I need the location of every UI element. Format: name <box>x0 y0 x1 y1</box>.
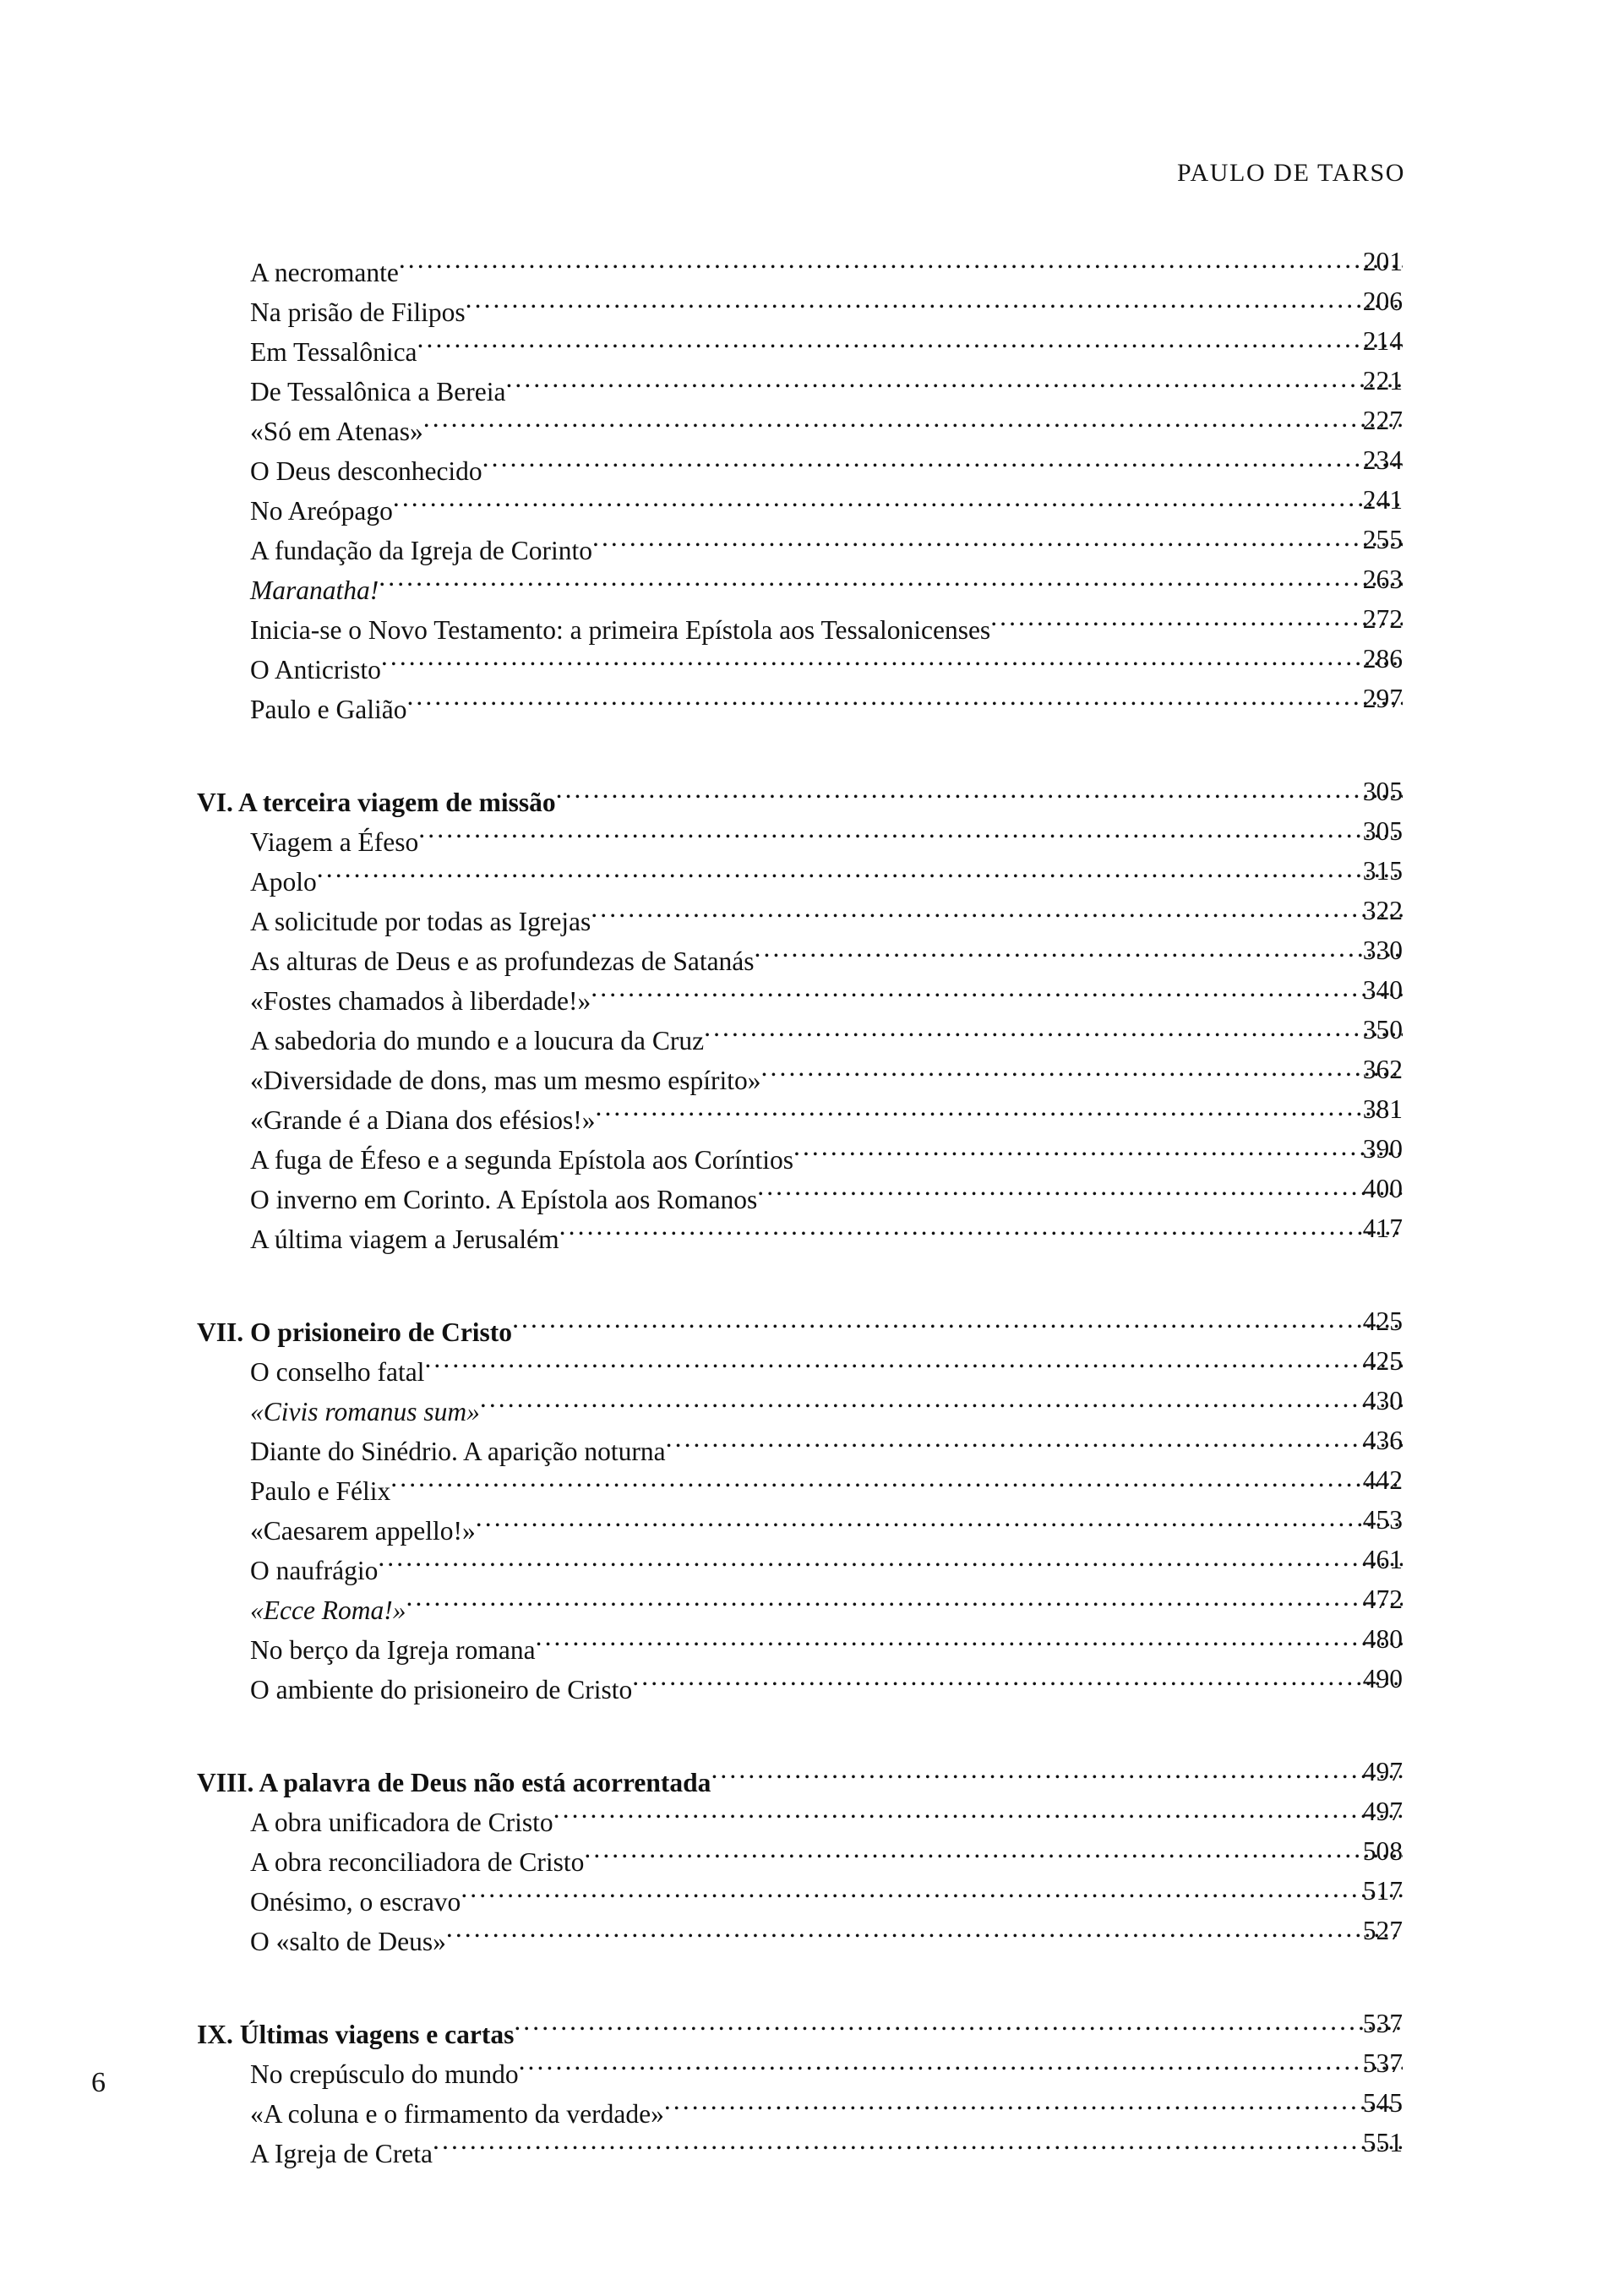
toc-entry-page-number: 425 <box>1362 1346 1403 1376</box>
toc-entry-row[interactable] <box>0 1460 1597 1506</box>
running-head: PAULO DE TARSO <box>1176 159 1405 187</box>
toc-dot-leader <box>378 1540 1403 1579</box>
toc-entry-row[interactable] <box>0 1871 1597 1917</box>
toc-entry-title: Inicia-se o Novo Testamento: a primeira Epístola aos Tessalonicenses <box>250 615 991 645</box>
toc-dot-leader <box>406 1579 1403 1619</box>
toc-entry-title: No Areópago <box>250 496 393 526</box>
toc-dot-leader <box>482 440 1403 480</box>
toc-entry-page-number: 453 <box>1362 1505 1403 1535</box>
toc-dot-leader <box>433 2123 1403 2162</box>
toc-entry-row[interactable] <box>0 851 1597 897</box>
toc-entry-title: A sabedoria do mundo e a loucura da Cruz <box>250 1026 705 1055</box>
toc-entry-page-number: 263 <box>1362 564 1403 594</box>
toc-entry-title: A Igreja de Creta <box>250 2139 433 2168</box>
toc-entry-title: A necromante <box>250 258 399 287</box>
toc-entry-title: «Só em Atenas» <box>250 417 423 446</box>
toc-entry-title: Diante do Sinédrio. A aparição noturna <box>250 1437 666 1466</box>
toc-entry-title: O conselho fatal <box>250 1357 425 1387</box>
toc-entry-row[interactable] <box>0 891 1597 936</box>
toc-entry-page-number: 330 <box>1362 935 1403 965</box>
toc-dot-leader <box>595 1089 1403 1129</box>
toc-entry-row[interactable] <box>0 1831 1597 1877</box>
toc-entry-page-number: 305 <box>1362 816 1403 846</box>
toc-entry-row[interactable] <box>0 1540 1597 1585</box>
toc-entry-page-number: 472 <box>1362 1584 1403 1614</box>
toc-entry-row[interactable] <box>0 480 1597 526</box>
toc-dot-leader <box>379 559 1403 599</box>
toc-entry-title: Apolo <box>250 867 317 897</box>
toc-entry-page-number: 537 <box>1362 2009 1403 2038</box>
toc-entry-title: O inverno em Corinto. A Epístola aos Romanos <box>250 1185 758 1214</box>
toc-entry-row[interactable] <box>0 281 1597 327</box>
toc-dot-leader <box>317 851 1403 891</box>
toc-entry-row[interactable] <box>0 1911 1597 1956</box>
toc-entry-title: «A coluna e o firmamento da verdade» <box>250 2099 664 2129</box>
toc-chapter-row[interactable] <box>0 772 1597 817</box>
toc-entry-page-number: 381 <box>1362 1094 1403 1124</box>
toc-entry-title: O Anticristo <box>250 655 381 684</box>
toc-entry-title: «Diversidade de dons, mas um mesmo espírito» <box>250 1066 761 1095</box>
toc-entry-row[interactable] <box>0 361 1597 406</box>
toc-dot-leader <box>559 1208 1403 1248</box>
toc-entry-row[interactable] <box>0 1421 1597 1466</box>
toc-entry-row[interactable] <box>0 321 1597 367</box>
toc-entry-title: «Ecce Roma!» <box>250 1595 406 1625</box>
toc-entry-title: VI. A terceira viagem de missão <box>197 788 556 817</box>
toc-entry-page-number: 497 <box>1362 1797 1403 1826</box>
toc-entry-row[interactable] <box>0 1089 1597 1135</box>
toc-entry-page-number: 497 <box>1362 1757 1403 1786</box>
toc-entry-title: A obra reconciliadora de Cristo <box>250 1847 585 1877</box>
toc-entry-page-number: 221 <box>1362 366 1403 395</box>
toc-dot-leader <box>399 242 1403 281</box>
toc-entry-page-number: 461 <box>1362 1545 1403 1574</box>
toc-entry-title: A solicitude por todas as Igrejas <box>250 907 591 936</box>
toc-dot-leader <box>390 1460 1403 1500</box>
toc-entry-page-number: 227 <box>1362 406 1403 435</box>
toc-dot-leader <box>755 930 1403 970</box>
toc-entry-page-number: 286 <box>1362 644 1403 674</box>
toc-dot-leader <box>381 639 1403 679</box>
toc-dot-leader <box>761 1050 1403 1089</box>
toc-entry-row[interactable] <box>0 1129 1597 1175</box>
toc-dot-leader <box>704 1010 1403 1050</box>
toc-entry-title: O Deus desconhecido <box>250 456 482 486</box>
toc-entry-title: Na prisão de Filipos <box>250 297 466 327</box>
toc-chapter-row[interactable] <box>0 1752 1597 1797</box>
toc-entry-title: Viagem a Éfeso <box>250 827 419 857</box>
toc-dot-leader <box>591 970 1403 1010</box>
toc-entry-row[interactable] <box>0 1579 1597 1625</box>
toc-entry-row[interactable] <box>0 440 1597 486</box>
toc-entry-row[interactable] <box>0 1792 1597 1837</box>
toc-dot-leader <box>711 1752 1403 1792</box>
toc-entry-row[interactable] <box>0 2123 1597 2168</box>
toc-dot-leader <box>556 772 1403 811</box>
toc-entry-row[interactable] <box>0 679 1597 724</box>
toc-entry-page-number: 400 <box>1362 1174 1403 1203</box>
toc-entry-title: IX. Últimas viagens e cartas <box>197 2020 515 2049</box>
toc-entry-title: A fundação da Igreja de Corinto <box>250 536 592 565</box>
toc-entry-page-number: 241 <box>1362 485 1403 515</box>
toc-entry-row[interactable] <box>0 2083 1597 2129</box>
toc-dot-leader <box>446 1911 1403 1950</box>
toc-entry-row[interactable] <box>0 1341 1597 1387</box>
toc-entry-title: «Caesarem appello!» <box>250 1516 476 1546</box>
toc-entry-page-number: 527 <box>1362 1916 1403 1945</box>
toc-dot-leader <box>592 520 1403 559</box>
toc-dot-leader <box>417 321 1403 361</box>
toc-entry-row[interactable] <box>0 1381 1597 1426</box>
toc-entry-title: Onésimo, o escravo <box>250 1887 461 1917</box>
toc-dot-leader <box>480 1381 1403 1421</box>
toc-entry-page-number: 214 <box>1362 326 1403 356</box>
toc-dot-leader <box>536 1619 1403 1659</box>
toc-entry-row[interactable] <box>0 1050 1597 1095</box>
toc-dot-leader <box>406 679 1403 718</box>
toc-entry-row[interactable] <box>0 1169 1597 1214</box>
toc-dot-leader <box>466 281 1403 321</box>
toc-entry-page-number: 322 <box>1362 896 1403 925</box>
toc-chapter-row[interactable] <box>0 2004 1597 2049</box>
toc-entry-row[interactable] <box>0 1208 1597 1254</box>
toc-entry-title: No berço da Igreja romana <box>250 1635 536 1665</box>
toc-dot-leader <box>632 1659 1403 1699</box>
toc-entry-row[interactable] <box>0 1659 1597 1704</box>
toc-dot-leader <box>512 1301 1403 1341</box>
toc-entry-page-number: 417 <box>1362 1213 1403 1243</box>
toc-entry-title: No crepúsculo do mundo <box>250 2059 519 2089</box>
toc-entry-page-number: 255 <box>1362 525 1403 554</box>
toc-entry-page-number: 350 <box>1362 1015 1403 1044</box>
toc-entry-row[interactable] <box>0 559 1597 605</box>
toc-dot-leader <box>423 401 1403 440</box>
toc-entry-title: O «salto de Deus» <box>250 1927 446 1956</box>
toc-dot-leader <box>757 1169 1403 1208</box>
toc-entry-title: «Civis romanus sum» <box>250 1397 480 1426</box>
toc-entry-page-number: 436 <box>1362 1426 1403 1455</box>
toc-dot-leader <box>793 1129 1403 1169</box>
toc-entry-title: A fuga de Éfeso e a segunda Epístola aos Coríntios <box>250 1145 793 1175</box>
toc-dot-leader <box>519 2043 1403 2083</box>
toc-entry-row[interactable] <box>0 401 1597 446</box>
toc-entry-page-number: 297 <box>1362 684 1403 713</box>
table-of-contents <box>0 242 1597 2168</box>
toc-entry-page-number: 201 <box>1362 247 1403 276</box>
toc-dot-leader <box>505 361 1403 401</box>
toc-entry-title: «Grande é a Diana dos efésios!» <box>250 1105 596 1135</box>
toc-entry-page-number: 545 <box>1362 2088 1403 2118</box>
toc-entry-page-number: 490 <box>1362 1664 1403 1693</box>
toc-entry-title: «Fostes chamados à liberdade!» <box>250 986 591 1016</box>
toc-dot-leader <box>476 1500 1403 1540</box>
toc-entry-title: Paulo e Galião <box>250 695 407 724</box>
toc-entry-page-number: 537 <box>1362 2048 1403 2078</box>
toc-entry-title: VIII. A palavra de Deus não está acorrentada <box>197 1768 711 1797</box>
toc-entry-page-number: 508 <box>1362 1836 1403 1866</box>
toc-entry-row[interactable] <box>0 1010 1597 1055</box>
toc-entry-page-number: 305 <box>1362 777 1403 806</box>
toc-entry-page-number: 206 <box>1362 286 1403 316</box>
toc-entry-row[interactable] <box>0 1619 1597 1665</box>
toc-entry-row[interactable] <box>0 242 1597 287</box>
toc-entry-page-number: 362 <box>1362 1055 1403 1084</box>
toc-entry-title: O ambiente do prisioneiro de Cristo <box>250 1675 633 1704</box>
toc-entry-title: VII. O prisioneiro de Cristo <box>197 1317 513 1347</box>
toc-entry-page-number: 390 <box>1362 1134 1403 1164</box>
toc-entry-row[interactable] <box>0 599 1597 645</box>
toc-dot-leader <box>418 811 1403 851</box>
toc-entry-row[interactable] <box>0 2043 1597 2089</box>
toc-entry-row[interactable] <box>0 970 1597 1016</box>
toc-entry-row[interactable] <box>0 520 1597 565</box>
toc-entry-title: O naufrágio <box>250 1556 379 1585</box>
toc-dot-leader <box>461 1871 1403 1911</box>
toc-entry-title: A última viagem a Jerusalém <box>250 1224 559 1254</box>
toc-dot-leader <box>664 2083 1403 2123</box>
toc-dot-leader <box>584 1831 1403 1871</box>
toc-entry-page-number: 425 <box>1362 1306 1403 1336</box>
toc-entry-page-number: 442 <box>1362 1465 1403 1495</box>
toc-entry-row[interactable] <box>0 811 1597 857</box>
toc-entry-row[interactable] <box>0 1500 1597 1546</box>
toc-dot-leader <box>553 1792 1403 1831</box>
toc-dot-leader <box>514 2004 1403 2043</box>
toc-dot-leader <box>591 891 1403 930</box>
toc-chapter-row[interactable] <box>0 1301 1597 1347</box>
toc-dot-leader <box>666 1421 1403 1460</box>
toc-entry-row[interactable] <box>0 930 1597 976</box>
toc-entry-title: De Tessalônica a Bereia <box>250 377 506 406</box>
toc-entry-title: A obra unificadora de Cristo <box>250 1808 553 1837</box>
toc-entry-title: Maranatha! <box>250 575 379 605</box>
toc-entry-page-number: 272 <box>1362 604 1403 634</box>
toc-entry-page-number: 315 <box>1362 856 1403 886</box>
toc-entry-page-number: 430 <box>1362 1386 1403 1415</box>
toc-entry-page-number: 517 <box>1362 1876 1403 1906</box>
page-folio-number: 6 <box>91 2067 106 2098</box>
toc-entry-page-number: 340 <box>1362 975 1403 1005</box>
toc-entry-page-number: 234 <box>1362 445 1403 475</box>
toc-entry-title: Paulo e Félix <box>250 1476 391 1506</box>
toc-dot-leader <box>393 480 1403 520</box>
toc-dot-leader <box>424 1341 1403 1381</box>
toc-entry-page-number: 551 <box>1362 2128 1403 2157</box>
toc-entry-title: Em Tessalônica <box>250 337 417 367</box>
toc-entry-page-number: 480 <box>1362 1624 1403 1654</box>
toc-entry-title: As alturas de Deus e as profundezas de Satanás <box>250 946 755 976</box>
toc-entry-row[interactable] <box>0 639 1597 684</box>
